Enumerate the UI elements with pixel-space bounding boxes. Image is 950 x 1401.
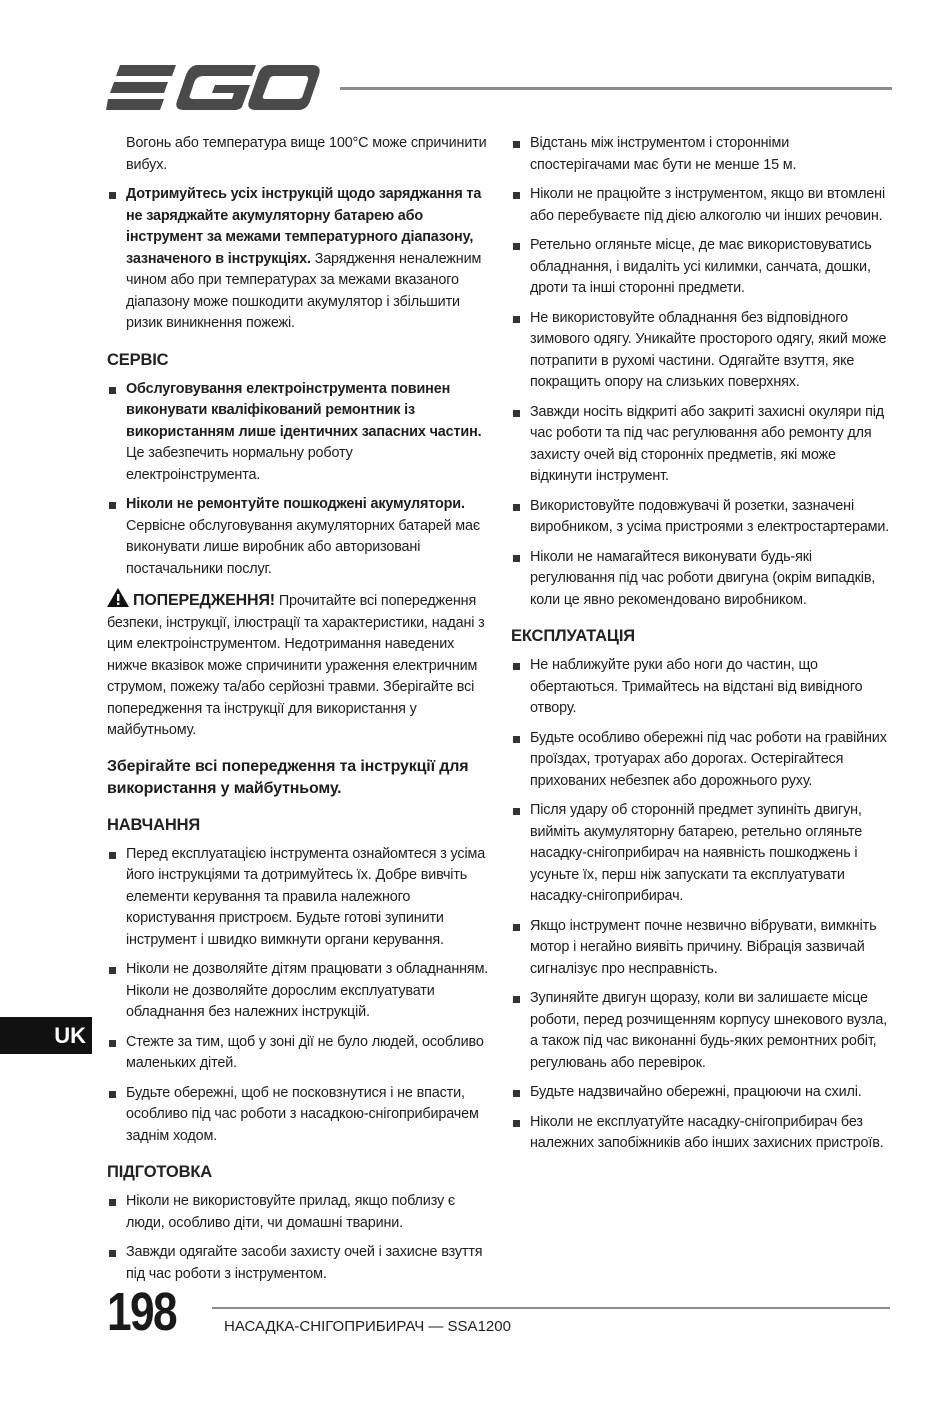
ego-logo: [106, 63, 320, 113]
list-item: Стежте за тим, щоб у зоні дії не було людей, особливо маленьких дітей.: [107, 1032, 489, 1075]
list-item: Ніколи не дозволяйте дітям працювати з обладнанням. Ніколи не дозволяйте дорослим експлуатувати обладнання без належних інструкцій.: [107, 959, 489, 1024]
list-item: Будьте надзвичайно обережні, працюючи на схилі.: [511, 1082, 891, 1104]
list-item: Використовуйте подовжувачі й розетки, зазначені виробником, з усіма пристроями з електростартерами.: [511, 496, 891, 539]
list-item: Ніколи не використовуйте прилад, якщо поблизу є люди, особливо діти, чи домашні тварини.: [107, 1191, 489, 1234]
bullet-bold-text: Дотримуйтесь усіх інструкцій щодо заряджання та не заряджайте акумуляторну батарею або інструмент за межами температурного діапазону, зазначеного в інструкціях.: [126, 186, 482, 267]
list-item: Будьте особливо обережні під час роботи на гравійних проїздах, тротуарах або дорогах. Остерігайтеся прихованих небезпек або дорожнього руху.: [511, 728, 891, 793]
list-item: Будьте обережні, щоб не посковзнутися і не впасти, особливо під час роботи з насадкою-снігоприбирачем заднім ходом.: [107, 1083, 489, 1148]
warning-text: Прочитайте всі попередження безпеки, інструкції, ілюстрації та характеристики, надані з цим електроінструментом. Недотримання наведених нижче вказівок може спричинити ураження електричним струмом, пожежу та/або серйозні травми. Зберігайте всі попередження та інструкції для використання у майбутньому.: [107, 593, 485, 738]
warning-block: [107, 588, 489, 742]
warning-triangle-icon: [107, 588, 129, 607]
keep-instructions-text: Зберігайте всі попередження та інструкції для використання у майбутньому.: [107, 757, 469, 797]
list-item: Не використовуйте обладнання без відповідного зимового одягу. Уникайте просторого одягу, який може потрапити в рухомі частини. Одягайте взуття, яке покращить опору на слизьких поверхнях.: [511, 308, 891, 394]
list-item: Завжди носіть відкриті або закриті захисні окуляри під час роботи та під час регулювання або ремонту для захисту очей від сторонніх предметів, які може відкинути інструмент.: [511, 402, 891, 488]
list-item: Завжди одягайте засоби захисту очей і захисне взуття під час роботи з інструментом.: [107, 1242, 489, 1285]
list-item: [107, 379, 489, 487]
list-item: Перед експлуатацією інструмента ознайомтеся з усіма його інструкціями та дотримуйтесь їх. Добре вивчіть елементи керування та правила належного користування пристроєм. Будьте готові зупинити інструмент і швидко вимкнути органи керування.: [107, 844, 489, 952]
list-item: Ніколи не експлуатуйте насадку-снігоприбирач без належних запобіжників або інших захисних пристроїв.: [511, 1112, 891, 1155]
list-item: Відстань між інструментом і сторонніми спостерігачами має бути не менше 15 м.: [511, 133, 891, 176]
list-item: Після удару об сторонній предмет зупиніть двигун, вийміть акумуляторну батарею, ретельно огляньте насадку-снігоприбирач на наявність пошкоджень і усуньте їх, перш ніж запускати та експлуатувати насадку-снігоприбирач.: [511, 800, 891, 908]
page-number: 198: [107, 1282, 176, 1342]
intro-text: Вогонь або температура вище 100°C може спричинити вибух.: [126, 135, 487, 173]
bullet-text: Сервісне обслуговування акумуляторних батарей має виконувати лише виробник або авторизовані постачальники послуг.: [126, 517, 481, 577]
bullet-bold-text: Ніколи не ремонтуйте пошкоджені акумулятори.: [126, 496, 465, 512]
bullet-text: Зарядження неналежним чином або при температурах за межами вказаного діапазону може пошкодити акумулятор і збільшити ризик виникнення пожежі.: [126, 250, 482, 331]
section-heading-preparation: ПІДГОТОВКА: [107, 1163, 213, 1181]
list-item: Якщо інструмент почне незвично вібрувати, вимкніть мотор і негайно виявіть причину. Вібрація зазвичай сигналізує про несправність.: [511, 916, 891, 981]
left-column: [107, 133, 489, 1293]
warning-title: ПОПЕРЕДЖЕННЯ!: [133, 592, 275, 609]
list-item: [107, 184, 489, 335]
footer-title: НАСАДКА-СНІГОПРИБИРАЧ — SSA1200: [224, 1318, 511, 1335]
list-item: Не наближуйте руки або ноги до частин, що обертаються. Тримайтесь на відстані від вивідного отвору.: [511, 655, 891, 720]
bullet-bold-text: Обслуговування електроінструмента повинен виконувати кваліфікований ремонтник із використанням лише ідентичних запасних частин.: [126, 380, 482, 440]
right-column: [511, 133, 891, 1163]
section-heading-operation: ЕКСПЛУАТАЦІЯ: [511, 627, 635, 645]
footer-rule: [212, 1307, 890, 1309]
bullet-text: Це забезпечить нормальну роботу електроінструмента.: [126, 445, 353, 483]
list-item: Ніколи не працюйте з інструментом, якщо ви втомлені або перебуваєте під дією алкоголю чи інших речовин.: [511, 184, 891, 227]
language-tab: UK: [0, 1017, 92, 1054]
list-item: [107, 494, 489, 580]
section-heading-service: СЕРВІС: [107, 350, 169, 369]
list-item: Ретельно огляньте місце, де має використовуватись обладнання, і видаліть усі килимки, санчата, дошки, дроти та інші сторонні предмети.: [511, 235, 891, 300]
ego-logo-graphic: [106, 63, 320, 113]
header-rule: [340, 87, 892, 90]
list-item: Зупиняйте двигун щоразу, коли ви залишаєте місце роботи, перед розчищенням корпусу шнекового вузла, а також під час виконанні будь-яких ремонтних робіт, регулювань або перевірок.: [511, 988, 891, 1074]
section-heading-training: НАВЧАННЯ: [107, 815, 201, 834]
list-item: Ніколи не намагайтеся виконувати будь-які регулювання під час роботи двигуна (окрім випадків, коли це явно рекомендовано виробником.: [511, 547, 891, 612]
